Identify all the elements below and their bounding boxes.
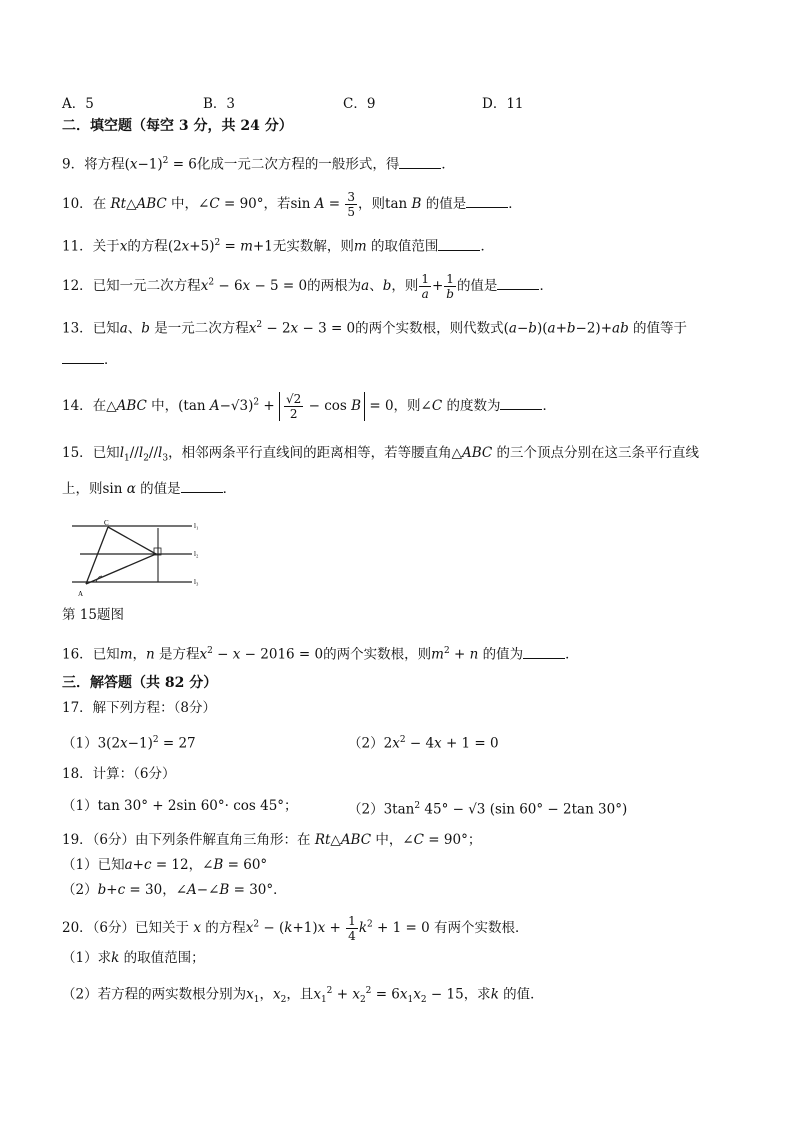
vertex-a-label: A bbox=[78, 590, 84, 598]
question-15: 15．已知$l_1//l_2//l_3$，相邻两条平行直线间的距离相等，若等腰直角△ABC 的三个顶点分别在这三条平行直线 bbox=[62, 445, 700, 464]
question-18-part1: （1）tan 30° + 2sin 60°· cos 45°； bbox=[62, 798, 298, 814]
option-a: A．5 bbox=[62, 96, 94, 112]
section-solve-heading: 三．解答题（共 82 分） bbox=[62, 675, 218, 691]
vertex-c-label: C bbox=[104, 519, 109, 527]
question-13: 13．已知a、b 是一元二次方程$x^2 - 2x - 3 = 0$的两个实数根，则代数式(a−b)(a+b−2)+ab 的值等于 bbox=[62, 320, 688, 337]
option-d: D．11 bbox=[482, 96, 524, 112]
line-l1-label: l₁ bbox=[194, 522, 199, 530]
question-14: 14．在△ABC 中，(tan A−√3)$^2$ + $\frac{√2}{2}$ − cos B = 0，则∠C 的度数为 ． bbox=[62, 392, 556, 421]
question-17-part1: $(1)3(2x-1)^2 = 27$ bbox=[62, 735, 196, 752]
question-17-part2: $(2)2x^2 - 4x + 1 = 0$ bbox=[348, 735, 499, 752]
question-18-title: 18．计算：（6分） bbox=[62, 766, 176, 782]
question-12: 12．已知一元二次方程$x^2 - 6x - 5 = 0$的两根为a、b，则 $\frac{1}{a}$ + $\frac{1}{b}$ 的值是 ． bbox=[62, 272, 553, 301]
question-16: 16．已知m，n 是方程$x^2 - x - 2016 = 0$的两个实数根，则$m^2 + n$ 的值为 ． bbox=[62, 646, 579, 663]
line-l3-label: l₃ bbox=[194, 578, 199, 586]
figure-15-caption: 第 15题图 bbox=[62, 607, 124, 623]
question-10: 10．在 Rt△ABC 中，∠C = 90°，若sin A = $\frac{3}{5}$ ，则tan B 的值是 ． bbox=[62, 190, 522, 219]
question-9: 9．将方程$(x-1)^2 = 6$化成一元二次方程的一般形式，得 ． bbox=[62, 156, 455, 173]
question-20-part1: （1）求k 的取值范围； bbox=[62, 950, 205, 966]
question-19-part1: （1）已知a+c = 12，∠B = 60° bbox=[62, 857, 268, 873]
question-11: 11．关于x的方程$(2x+5)^2 = m+1$无实数解，则m 的取值范围 ． bbox=[62, 238, 494, 255]
question-18-part2: $(2)3\tan^2$ 45° − √3 (sin 60° − 2tan 30°) bbox=[348, 801, 628, 818]
question-19-part2: （2）b+c = 30，∠A−∠B = 30°． bbox=[62, 882, 287, 898]
question-13-blank: ． bbox=[62, 351, 118, 369]
question-17-title: 17．解下列方程：（8分） bbox=[62, 700, 217, 716]
question-20-part2: （2）若方程的两实数根分别为$x_1$，$x_2$，且$x_1^2 + x_2^2 = 6x_1x_2 - 15$，求k 的值． bbox=[62, 986, 544, 1006]
question-15-line2: 上，则sin α 的值是 ． bbox=[62, 481, 237, 497]
option-b: B．3 bbox=[203, 96, 236, 112]
option-c: C．9 bbox=[343, 96, 376, 112]
question-19-title: 19．（6分）由下列条件解直角三角形：在 Rt△ABC 中，∠C = 90°； bbox=[62, 832, 482, 848]
question-20-title: 20．（6分）已知关于 x 的方程$x^2 - (k+1)x$ + $\frac{1}{4}$ $k^2 + 1 = 0$ 有两个实数根． bbox=[62, 914, 529, 943]
figure-15 bbox=[66, 518, 206, 598]
line-l2-label: l₂ bbox=[194, 550, 199, 558]
section-fill-blank-heading: 二．填空题（每空 3 分，共 24 分） bbox=[62, 118, 293, 134]
